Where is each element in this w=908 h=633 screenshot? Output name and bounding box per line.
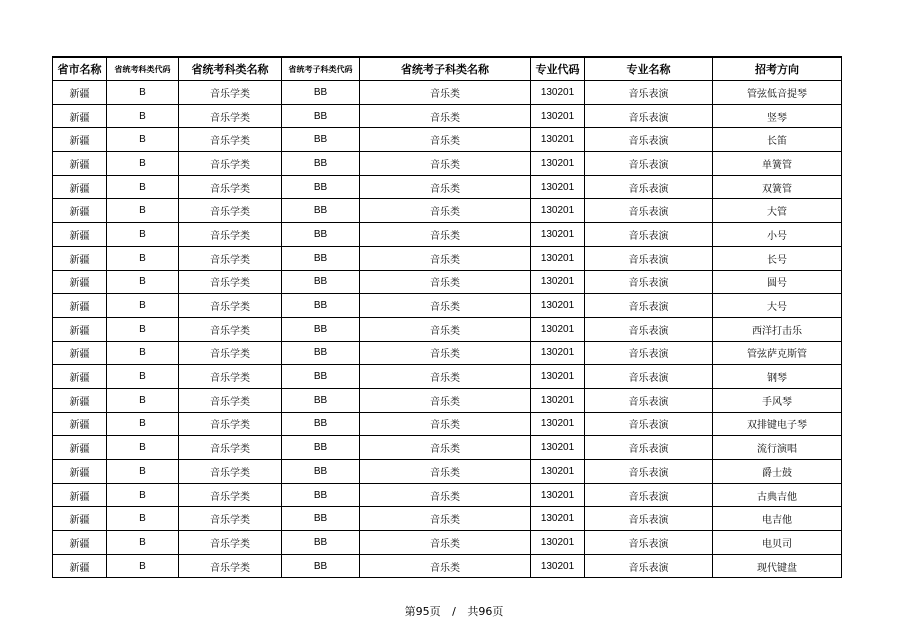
cell-subcategory-name: 音乐类 [360, 341, 531, 365]
cell-major-code: 130201 [531, 317, 585, 341]
cell-major-code: 130201 [531, 436, 585, 460]
cell-direction: 管弦低音提琴 [713, 81, 842, 105]
cell-province: 新疆 [53, 270, 107, 294]
cell-category-code: B [107, 81, 179, 105]
cell-major-code: 130201 [531, 341, 585, 365]
cell-category-name: 音乐学类 [179, 199, 282, 223]
cell-direction: 双簧管 [713, 175, 842, 199]
cell-subcategory-code: BB [282, 483, 360, 507]
cell-major-name: 音乐表演 [585, 507, 713, 531]
cell-category-code: B [107, 104, 179, 128]
cell-category-name: 音乐学类 [179, 152, 282, 176]
cell-category-code: B [107, 246, 179, 270]
cell-major-code: 130201 [531, 81, 585, 105]
cell-category-name: 音乐学类 [179, 412, 282, 436]
cell-major-name: 音乐表演 [585, 152, 713, 176]
cell-major-name: 音乐表演 [585, 388, 713, 412]
cell-province: 新疆 [53, 507, 107, 531]
cell-category-code: B [107, 507, 179, 531]
table-row [53, 365, 842, 389]
cell-direction: 长号 [713, 246, 842, 270]
cell-category-name: 音乐学类 [179, 104, 282, 128]
cell-major-code: 130201 [531, 483, 585, 507]
cell-major-name: 音乐表演 [585, 531, 713, 555]
cell-category-code: B [107, 460, 179, 484]
cell-province: 新疆 [53, 128, 107, 152]
header-category-code: 省统考科类代码 [107, 57, 179, 81]
header-major-code: 专业代码 [531, 57, 585, 81]
cell-major-name: 音乐表演 [585, 412, 713, 436]
cell-province: 新疆 [53, 199, 107, 223]
table-row [53, 388, 842, 412]
cell-province: 新疆 [53, 246, 107, 270]
cell-subcategory-name: 音乐类 [360, 554, 531, 578]
cell-category-code: B [107, 128, 179, 152]
cell-major-name: 音乐表演 [585, 483, 713, 507]
table-row [53, 246, 842, 270]
cell-major-name: 音乐表演 [585, 81, 713, 105]
cell-subcategory-name: 音乐类 [360, 412, 531, 436]
cell-subcategory-code: BB [282, 175, 360, 199]
cell-category-code: B [107, 223, 179, 247]
cell-major-name: 音乐表演 [585, 317, 713, 341]
cell-major-code: 130201 [531, 104, 585, 128]
cell-direction: 手风琴 [713, 388, 842, 412]
cell-major-code: 130201 [531, 412, 585, 436]
cell-subcategory-code: BB [282, 294, 360, 318]
header-direction: 招考方向 [713, 57, 842, 81]
cell-major-name: 音乐表演 [585, 294, 713, 318]
cell-major-name: 音乐表演 [585, 341, 713, 365]
header-major-name: 专业名称 [585, 57, 713, 81]
cell-major-name: 音乐表演 [585, 128, 713, 152]
cell-subcategory-code: BB [282, 507, 360, 531]
cell-province: 新疆 [53, 152, 107, 176]
cell-direction: 电吉他 [713, 507, 842, 531]
cell-category-code: B [107, 554, 179, 578]
cell-province: 新疆 [53, 81, 107, 105]
cell-province: 新疆 [53, 483, 107, 507]
table-row [53, 412, 842, 436]
cell-category-code: B [107, 388, 179, 412]
cell-category-code: B [107, 531, 179, 555]
cell-subcategory-code: BB [282, 223, 360, 247]
table-row [53, 483, 842, 507]
table-row [53, 554, 842, 578]
cell-subcategory-name: 音乐类 [360, 152, 531, 176]
cell-major-code: 130201 [531, 554, 585, 578]
cell-major-code: 130201 [531, 246, 585, 270]
cell-category-name: 音乐学类 [179, 436, 282, 460]
table-row [53, 436, 842, 460]
cell-subcategory-code: BB [282, 270, 360, 294]
page-current: 第95页 [404, 605, 441, 618]
table-row [53, 317, 842, 341]
cell-direction: 双排键电子琴 [713, 412, 842, 436]
cell-direction: 流行演唱 [713, 436, 842, 460]
cell-category-code: B [107, 365, 179, 389]
cell-subcategory-name: 音乐类 [360, 531, 531, 555]
cell-subcategory-name: 音乐类 [360, 460, 531, 484]
cell-subcategory-name: 音乐类 [360, 294, 531, 318]
cell-major-code: 130201 [531, 365, 585, 389]
cell-subcategory-code: BB [282, 460, 360, 484]
cell-category-code: B [107, 152, 179, 176]
cell-category-name: 音乐学类 [179, 365, 282, 389]
cell-direction: 圆号 [713, 270, 842, 294]
cell-category-name: 音乐学类 [179, 128, 282, 152]
cell-province: 新疆 [53, 436, 107, 460]
cell-major-code: 130201 [531, 223, 585, 247]
cell-subcategory-name: 音乐类 [360, 104, 531, 128]
cell-subcategory-name: 音乐类 [360, 199, 531, 223]
table-row [53, 341, 842, 365]
cell-major-code: 130201 [531, 294, 585, 318]
header-subcategory-code: 省统考子科类代码 [282, 57, 360, 81]
cell-subcategory-code: BB [282, 317, 360, 341]
cell-subcategory-name: 音乐类 [360, 365, 531, 389]
table-row [53, 270, 842, 294]
cell-category-code: B [107, 270, 179, 294]
cell-subcategory-name: 音乐类 [360, 246, 531, 270]
table-row [53, 81, 842, 105]
cell-category-name: 音乐学类 [179, 388, 282, 412]
cell-direction: 电贝司 [713, 531, 842, 555]
cell-category-code: B [107, 483, 179, 507]
cell-category-name: 音乐学类 [179, 483, 282, 507]
cell-province: 新疆 [53, 104, 107, 128]
cell-province: 新疆 [53, 365, 107, 389]
cell-province: 新疆 [53, 317, 107, 341]
cell-province: 新疆 [53, 175, 107, 199]
cell-subcategory-code: BB [282, 412, 360, 436]
page-total: 共96页 [467, 605, 504, 618]
cell-subcategory-name: 音乐类 [360, 175, 531, 199]
cell-major-name: 音乐表演 [585, 223, 713, 247]
header-province: 省市名称 [53, 57, 107, 81]
cell-direction: 钢琴 [713, 365, 842, 389]
header-category-name: 省统考科类名称 [179, 57, 282, 81]
cell-province: 新疆 [53, 388, 107, 412]
cell-subcategory-code: BB [282, 531, 360, 555]
table-row [53, 175, 842, 199]
table-row [53, 460, 842, 484]
cell-category-code: B [107, 412, 179, 436]
cell-direction: 爵士鼓 [713, 460, 842, 484]
cell-category-name: 音乐学类 [179, 175, 282, 199]
cell-direction: 大号 [713, 294, 842, 318]
cell-category-code: B [107, 341, 179, 365]
cell-direction: 古典吉他 [713, 483, 842, 507]
cell-major-name: 音乐表演 [585, 365, 713, 389]
table-row [53, 152, 842, 176]
page-separator: / [452, 605, 456, 618]
cell-subcategory-name: 音乐类 [360, 388, 531, 412]
cell-category-code: B [107, 175, 179, 199]
cell-province: 新疆 [53, 412, 107, 436]
cell-major-name: 音乐表演 [585, 554, 713, 578]
cell-subcategory-code: BB [282, 81, 360, 105]
cell-category-name: 音乐学类 [179, 223, 282, 247]
cell-direction: 长笛 [713, 128, 842, 152]
cell-direction: 单簧管 [713, 152, 842, 176]
cell-subcategory-code: BB [282, 436, 360, 460]
cell-subcategory-name: 音乐类 [360, 507, 531, 531]
cell-major-code: 130201 [531, 199, 585, 223]
cell-major-name: 音乐表演 [585, 199, 713, 223]
cell-category-name: 音乐学类 [179, 270, 282, 294]
page-footer [0, 603, 908, 619]
cell-major-name: 音乐表演 [585, 436, 713, 460]
table-row [53, 294, 842, 318]
cell-major-code: 130201 [531, 388, 585, 412]
cell-direction: 竖琴 [713, 104, 842, 128]
cell-category-name: 音乐学类 [179, 294, 282, 318]
cell-major-name: 音乐表演 [585, 270, 713, 294]
cell-direction: 小号 [713, 223, 842, 247]
cell-subcategory-name: 音乐类 [360, 128, 531, 152]
cell-subcategory-code: BB [282, 365, 360, 389]
cell-subcategory-code: BB [282, 246, 360, 270]
cell-subcategory-name: 音乐类 [360, 223, 531, 247]
cell-major-code: 130201 [531, 128, 585, 152]
cell-direction: 西洋打击乐 [713, 317, 842, 341]
table-row [53, 223, 842, 247]
cell-subcategory-code: BB [282, 152, 360, 176]
cell-major-code: 130201 [531, 531, 585, 555]
cell-province: 新疆 [53, 531, 107, 555]
cell-direction: 大管 [713, 199, 842, 223]
cell-subcategory-name: 音乐类 [360, 483, 531, 507]
cell-category-name: 音乐学类 [179, 246, 282, 270]
cell-subcategory-code: BB [282, 104, 360, 128]
table-row [53, 199, 842, 223]
cell-category-name: 音乐学类 [179, 554, 282, 578]
cell-category-name: 音乐学类 [179, 507, 282, 531]
cell-major-code: 130201 [531, 270, 585, 294]
cell-category-name: 音乐学类 [179, 460, 282, 484]
cell-major-code: 130201 [531, 175, 585, 199]
cell-province: 新疆 [53, 341, 107, 365]
table-header-row [53, 57, 842, 81]
cell-category-code: B [107, 294, 179, 318]
table-row [53, 128, 842, 152]
cell-major-name: 音乐表演 [585, 175, 713, 199]
cell-subcategory-name: 音乐类 [360, 317, 531, 341]
cell-subcategory-code: BB [282, 388, 360, 412]
table-row [53, 507, 842, 531]
header-subcategory-name: 省统考子科类名称 [360, 57, 531, 81]
cell-subcategory-name: 音乐类 [360, 81, 531, 105]
cell-major-code: 130201 [531, 507, 585, 531]
cell-category-name: 音乐学类 [179, 531, 282, 555]
table-row [53, 531, 842, 555]
cell-province: 新疆 [53, 554, 107, 578]
cell-category-code: B [107, 317, 179, 341]
cell-category-code: B [107, 436, 179, 460]
cell-subcategory-code: BB [282, 554, 360, 578]
table-row [53, 104, 842, 128]
cell-direction: 现代键盘 [713, 554, 842, 578]
cell-major-name: 音乐表演 [585, 460, 713, 484]
admission-table [52, 56, 842, 578]
cell-category-code: B [107, 199, 179, 223]
cell-subcategory-name: 音乐类 [360, 270, 531, 294]
cell-major-name: 音乐表演 [585, 104, 713, 128]
cell-category-name: 音乐学类 [179, 341, 282, 365]
cell-category-name: 音乐学类 [179, 317, 282, 341]
cell-category-name: 音乐学类 [179, 81, 282, 105]
cell-direction: 管弦萨克斯管 [713, 341, 842, 365]
cell-major-code: 130201 [531, 152, 585, 176]
cell-major-name: 音乐表演 [585, 246, 713, 270]
cell-subcategory-code: BB [282, 128, 360, 152]
cell-major-code: 130201 [531, 460, 585, 484]
cell-subcategory-code: BB [282, 341, 360, 365]
cell-subcategory-code: BB [282, 199, 360, 223]
cell-province: 新疆 [53, 294, 107, 318]
cell-subcategory-name: 音乐类 [360, 436, 531, 460]
cell-province: 新疆 [53, 223, 107, 247]
table-body [53, 81, 842, 578]
cell-province: 新疆 [53, 460, 107, 484]
